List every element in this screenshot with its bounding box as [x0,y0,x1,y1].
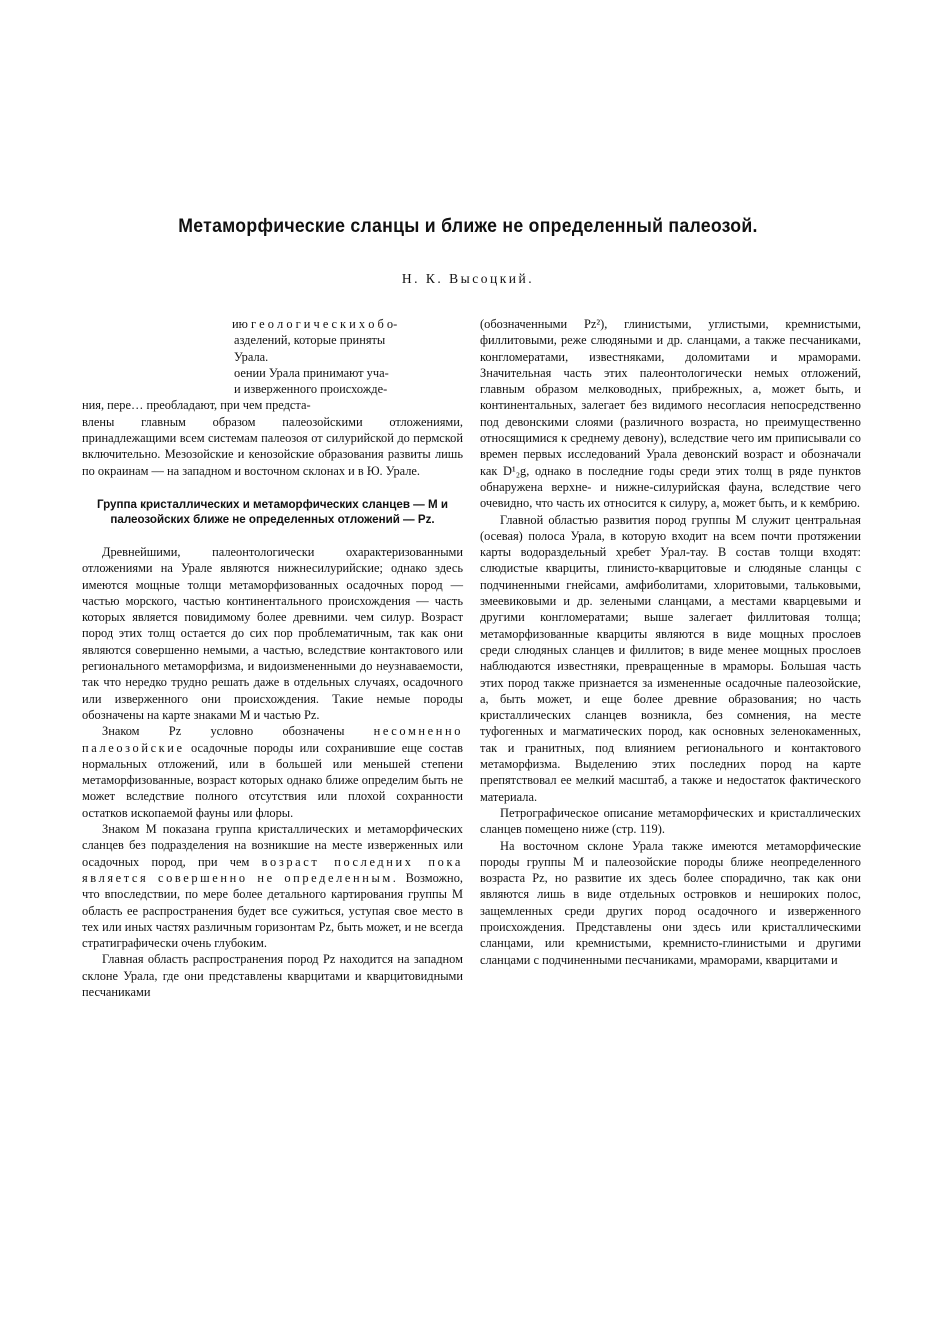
paragraph-oldest-deposits: Древнейшими, палеонтологически охарактеризованными отложениями на Урале являются нижнесилурийские; однако здесь имеются мощные толщи метаморфизованных осадочных пород — частью морского, частью континентального происхождения — часть которых является повидимому более древними. чем силур. Возраст пород этих толщ остается до сих пор проблематичным, так как они являются совершенно немыми, а частью, вследствие контактового или регионального метаморфизма, и видоизмененными до неузнаваемости, так что нередко трудно решать даже в отдельных случаях, осадочного или изверженного они происхождения. Такие немые породы обозначены на карте знаками M и частью Pz. [82,545,463,722]
intro-line-2: азделений, которые приняты [234,333,386,348]
left-column [82,316,463,1000]
m-text-b: Возможно, что впоследствии, по мере более детального картирования группы M область ее распространения будет все сужиться, уступая свое место в тех или иных частях различным горизонтам Pz, быть может, и не всегда стратиграфически очень глубоким. [82,870,463,951]
paragraph-m-symbol [82,821,463,951]
intro-paragraph: влены главным образом палеозойскими отложениями, принадлежащими всем системам палеозоя от силурийской до пермской включительно. Мезозойские и кенозойские образования развиты лишь по окраинам — на западном и восточном склонах и в Ю. Урале. [82,414,463,478]
intro-line-4: оении Урала принимают уча- [234,365,389,380]
paragraph-m-area: Главной областью развития пород группы M служит центральная (осевая) полоса Урала, в которую входит на всем почти протяжении карты водораздельный хребет Урал-тау. В состав толщи входят: слюдистые кварциты, глинисто-кварцитовые и слюдяные сланцы с подчиненными гнейсами, амфиболитами, хлоритовыми, тальковыми, змеевиковыми и др. зелеными сланцами, а местами кварцевыми и другими конгломератами; выше залегает филлитовая толща; метаморфизованные кварциты являются в виде мощных прослоев среди слюдяных сланцев и филлитов; в виде менее мощных прослоев наблюдаются известняки, превращенные в мраморы. Большая часть этих пород также признается за измененные осадочные палеозойские, а, быть может, и еще более древние образования; но часть кристаллических сланцев возникла, без сомнения, на месте туфогенных и магматических пород, как основных зеленокаменных, так и гранитных, под влиянием регионального и контактового метаморфизма. Выделению этих последних пород на карте препятствовал ее мелкий масштаб, а также и недостаток фактического материала. [480,512,861,804]
pz-spaced-text: несомненно палеозойские [82,724,463,755]
section-heading: Группа кристаллических и метаморфических сланцев — M и палеозойских ближе не определенных отложений — Pz. [97,498,448,526]
author-name: Н. К. Высоцкий. [401,271,535,286]
intro-line-5: и изверженного происхожде- [234,382,388,397]
pz-text-b: осадочные породы или сохранившие еще состав нормальных отложений, или в большей или меньшей степени метаморфизованные, возраст которых однако ближе определим быть не может вследствие полного отсутствия или плохой сохранности остатков ископаемой фауны или флоры. [82,740,463,820]
intro-line-6: ния, пере… преобладают, при чем предста- [82,398,311,413]
m-spaced-text: возраст последних пока является совершенно не определенным. [82,854,463,885]
m-text-a: Знаком M показана группа кристаллических и метаморфических сланцев без подразделения на возникшие на месте изверженных или осадочных пород, при чем [82,822,463,869]
intro-line-3: Урала. [234,349,269,364]
paragraph-petrography-ref: Петрографическое описание метаморфических и кристаллических сланцев помещено ниже (стр. 119). [480,805,861,837]
intro-fragment [82,316,463,476]
paragraph-main-area: Главная область распространения пород Pz находится на западном склоне Урала, где они представлены кварцитами и кварцитовидными песчаниками [82,952,463,1000]
pz-text-a: Знаком Pz условно обозначены [102,724,345,739]
paragraph-east-slope: На восточном склоне Урала также имеются метаморфические породы группы M и палеозойские породы ближе неопределенного возраста Pz, но развитие их здесь более спорадично, так как они являются лишь в виде отдельных островков и неширокиx полос, защемленных среди других пород осадочного и изверженного происхождения. Представлены они здесь или кристаллическими сланцами, или кремнистыми, кремнисто-глинистыми и другими сланцами с подчиненными песчаниками, мраморами, кварцитами и [480,838,861,967]
paragraph-continuation: (обозначенными Pz²), глинистыми, углистыми, кремнистыми, филлитовыми, реже слюдяными и др. сланцами, а также песчаниками, конгломератами, известняками, доломитами и мраморами. Значительная часть этих палеонтологически немых отложений, главным образом мелководных, прибрежных, а, может быть, и континентальных, залегает без видимого несогласия непосредственно под девонскими слоями (различного возраста, но преимущественно относящимися к среднему девону), вследствие чего им приписывали со времен первых исследований Урала девонский возраст и обозначали как D¹₂g, однако в последние годы среди этих толщ в ряде пунктов обнаружена верхне- и нижне-силурийская фауна, вследствие чего очевидно, что часть их относится к силуру, а, может быть, и к кембрию. [480,317,861,511]
right-column [480,316,861,968]
intro-line-1: ию г е о л о г и ч е с к и х о б о- [232,317,398,331]
page-title: Метаморфические сланцы и ближе не определенный палеозой. [178,216,758,237]
paragraph-pz-symbol [82,723,463,821]
